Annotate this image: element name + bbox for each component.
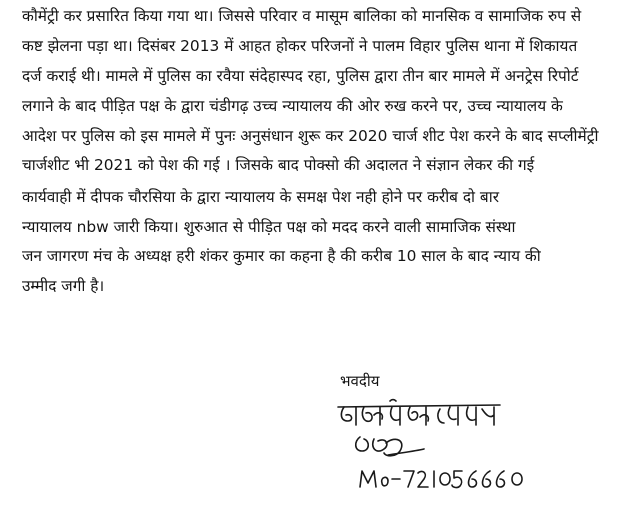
body-line-9: जन जागरण मंच के अध्यक्ष हरी शंकर कुमार का कहना है की करीब 10 साल के बाद न्याय की xyxy=(22,247,541,265)
body-line-5: आदेश पर पुलिस को इस मामले में पुनः अनुसंधान शुरू कर 2020 चार्ज शीट पेश करने के बाद सप्लीमेंट्री xyxy=(22,127,599,145)
body-line-4: लगाने के बाद पीड़ित पक्ष के द्वारा चंडीगढ़ उच्च न्यायालय की ओर रुख करने पर, उच्च न्यायालय के xyxy=(22,97,563,115)
body-line-10: उम्मीद जगी है। xyxy=(22,277,105,295)
handwritten-signature xyxy=(330,395,560,505)
closing-salutation: भवदीय xyxy=(340,372,380,390)
body-line-1: कौमेंट्री कर प्रसारित किया गया था। जिससे परिवार व मासूम बालिका को मानसिक व सामाजिक रुप से xyxy=(22,7,582,25)
body-line-3: दर्ज कराई थी। मामले में पुलिस का रवैया संदेहास्पद रहा, पुलिस द्वारा तीन बार मामले में अनट्रेस रिपोर्ट xyxy=(22,67,579,85)
body-line-2: कष्ट झेलना पड़ा था। दिसंबर 2013 में आहत होकर परिजनों ने पालम विहार पुलिस थाना में शिकायत xyxy=(22,37,578,55)
body-line-8: न्यायालय nbw जारी किया। शुरुआत से पीड़ित पक्ष को मदद करने वाली सामाजिक संस्था xyxy=(22,218,516,236)
body-line-6: चार्जशीट भी 2021 को पेश की गई । जिसके बाद पोक्सो की अदालत ने संज्ञान लेकर की गई xyxy=(22,156,535,174)
body-line-7: कार्यवाही में दीपक चौरसिया के द्वारा न्यायालय के समक्ष पेश नही होने पर करीब दो बार xyxy=(22,188,499,206)
